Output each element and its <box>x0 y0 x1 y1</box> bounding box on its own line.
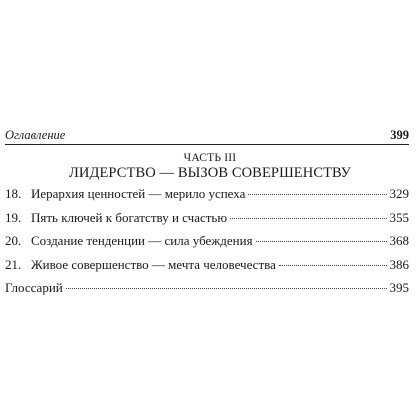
toc-entry-number: 18. <box>5 186 22 201</box>
running-head <box>5 128 409 145</box>
toc-entry-number: 20. <box>5 233 22 248</box>
toc-entry-title: Иерархия ценностей — мерило успеха <box>31 186 246 201</box>
dot-leader <box>279 265 387 266</box>
toc-entry <box>5 186 409 210</box>
toc-entry-title: Глоссарий <box>5 280 63 295</box>
toc-entry <box>5 233 409 257</box>
part-label: ЧАСТЬ III <box>183 152 237 164</box>
toc-entry-title: Пять ключей к богатству и счастью <box>31 209 228 225</box>
toc-entry-page: 395 <box>389 280 409 295</box>
page-number: 399 <box>390 128 409 142</box>
toc-entry <box>5 210 409 234</box>
part-title: ЛИДЕРСТВО — ВЫЗОВ СОВЕРШЕНСТВУ <box>68 165 352 181</box>
dot-leader <box>248 194 386 195</box>
toc-entry-title: Создание тенденции — сила убеждения <box>31 233 253 248</box>
toc-entry-page: 386 <box>389 256 409 272</box>
toc-entry-number: 21. <box>5 256 22 272</box>
toc-entry <box>5 280 409 304</box>
toc-entry-page: 329 <box>389 186 409 201</box>
toc-entry-number: 19. <box>5 209 22 225</box>
running-head-title: Оглавление <box>5 128 66 142</box>
table-of-contents <box>5 186 409 304</box>
toc-entry-page: 355 <box>389 209 409 225</box>
dot-leader <box>256 241 387 242</box>
toc-entry <box>5 257 409 281</box>
toc-entry-title: Живое совершенство — мечта человечества <box>31 256 276 272</box>
toc-entry-page: 368 <box>389 233 409 248</box>
dot-leader <box>230 218 386 219</box>
dot-leader <box>66 288 387 289</box>
